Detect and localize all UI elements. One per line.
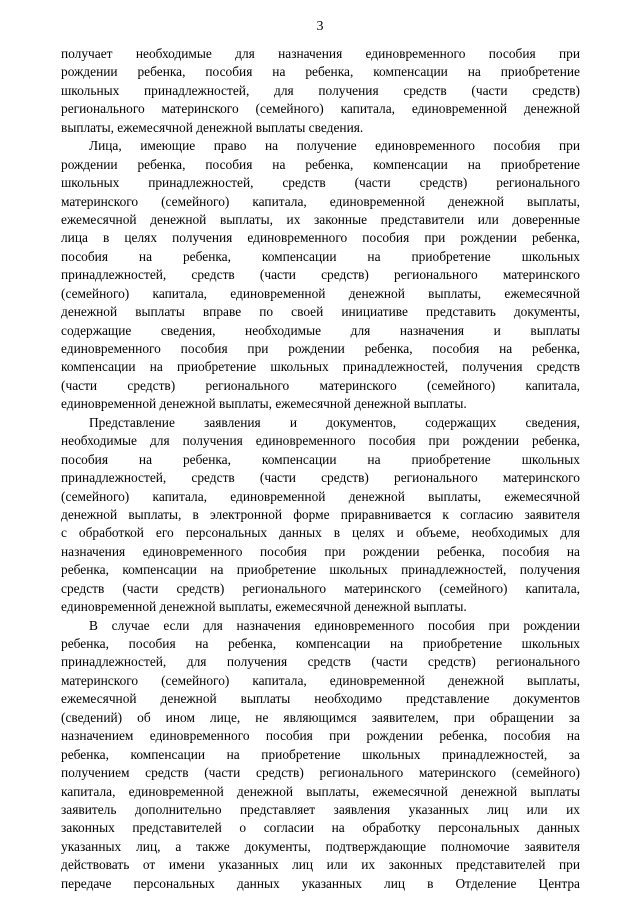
text-line: ежемесячной денежной выплаты необходимо представление документов (61, 691, 580, 707)
text-line: материнского (семейного) капитала, единовременной денежной выплаты, (61, 672, 580, 688)
text-line: (части средств) регионального материнского (семейного) капитала, (61, 377, 580, 393)
text-line: единовременной денежной выплаты, ежемесячной денежной выплаты. (61, 599, 467, 615)
text-line: материнского (семейного) капитала, единовременной денежной выплаты, (61, 193, 580, 209)
text-line: назначения единовременного пособия при рождении ребенка, пособия на (61, 543, 580, 559)
text-line: ребенка, пособия на ребенка, компенсации на приобретение школьных (61, 636, 580, 651)
text-line: денежной выплаты вправе по своей инициативе представить документы, (61, 304, 580, 320)
text-line: школьных принадлежностей, средств (части средств) регионального (61, 175, 580, 191)
text-line: (семейного) капитала, единовременной денежной выплаты, ежемесячной (61, 285, 580, 301)
text-line: передаче персональных данных указанных лиц в Отделение Центра (61, 875, 580, 891)
paragraph-1 (61, 45, 580, 137)
text-line: содержащие сведения, необходимые для назначения и выплаты (61, 322, 580, 338)
paragraph-2 (61, 137, 580, 414)
text-line: пособия на ребенка, компенсации на приобретение школьных (61, 248, 580, 264)
text-line: заявитель дополнительно представляет заявления указанных лиц или их (61, 801, 580, 817)
text-line: принадлежностей, для получения средств (части средств) регионального (61, 654, 580, 670)
text-line: выплаты, ежемесячной денежной выплаты сведения. (61, 119, 364, 135)
text-line: получает необходимые для назначения единовременного пособия при (61, 46, 580, 61)
text-line: принадлежностей, средств (части средств) регионального материнского (61, 267, 580, 283)
text-line: законных представителей о согласии на обработку персональных данных (61, 820, 580, 836)
text-line: компенсации на приобретение школьных принадлежностей, получения средств (61, 359, 580, 375)
document-body (61, 45, 580, 893)
text-line: (семейного) капитала, единовременной денежной выплаты, ежемесячной (61, 488, 580, 504)
text-line: пособия на ребенка, компенсации на приобретение школьных (61, 451, 580, 467)
text-line: (сведений) об ином лице, не являющимся заявителем, при обращении за (61, 709, 580, 725)
paragraph-3 (61, 414, 580, 617)
text-line: школьных принадлежностей, для получения средств (части средств) (61, 82, 580, 98)
text-line: средств (части средств) регионального материнского (семейного) капитала, (61, 580, 580, 596)
text-line: получением средств (части средств) регионального материнского (семейного) (61, 765, 580, 781)
text-line: необходимые для получения единовременного пособия при рождении ребенка, (61, 433, 580, 449)
text-line: В случае если для назначения единовременного пособия при рождении (89, 617, 580, 633)
text-line: Представление заявления и документов, содержащих сведения, (89, 414, 580, 430)
text-line: указанных лиц, а также документы, подтверждающие полномочие заявителя (61, 838, 580, 854)
text-line: ежемесячной денежной выплаты, их законные представители или доверенные (61, 211, 580, 227)
text-line: капитала, единовременной денежной выплаты, ежемесячной денежной выплаты (61, 783, 580, 799)
text-line: ребенка, компенсации на приобретение школьных принадлежностей, за (61, 746, 580, 762)
text-line: принадлежностей, средств (части средств) регионального материнского (61, 470, 580, 486)
text-line: единовременной денежной выплаты, ежемесячной денежной выплаты. (61, 396, 467, 412)
paragraph-4 (61, 617, 580, 894)
text-line: рождении ребенка, пособия на ребенка, компенсации на приобретение (61, 156, 580, 172)
text-line: регионального материнского (семейного) капитала, единовременной денежной (61, 101, 580, 117)
text-line: ребенка, компенсации на приобретение школьных принадлежностей, получения (61, 562, 580, 578)
text-line: с обработкой его персональных данных в целях и объеме, необходимых для (61, 525, 580, 541)
text-line: лица в целях получения единовременного пособия при рождении ребенка, (61, 230, 580, 246)
text-line: назначением единовременного пособия при рождении ребенка, пособия на (61, 728, 580, 744)
text-line: рождении ребенка, пособия на ребенка, компенсации на приобретение (61, 64, 580, 80)
text-line: действовать от имени указанных лиц или их законных представителей при (61, 857, 580, 873)
page-number: 3 (316, 19, 324, 34)
text-line: денежной выплаты, в электронной форме приравнивается к согласию заявителя (61, 506, 580, 522)
text-line: Лица, имеющие право на получение единовременного пособия при (89, 138, 580, 154)
text-line: единовременного пособия при рождении ребенка, пособия на ребенка, (61, 341, 580, 356)
